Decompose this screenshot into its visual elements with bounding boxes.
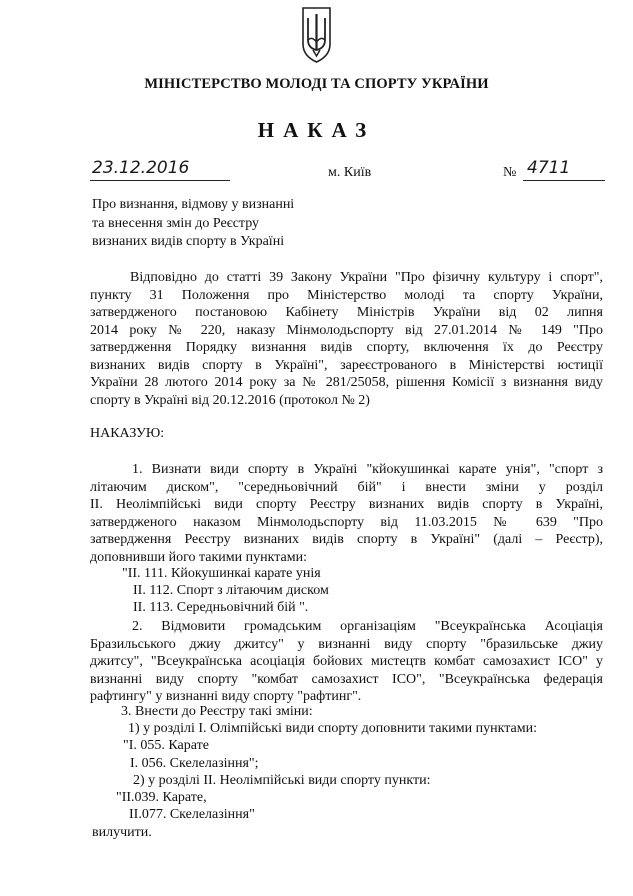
subject-line: Про визнання, відмову у визнанні — [92, 197, 295, 212]
item-1-line: ІІ. Неолімпійські види спорту Реєстру визнаних видів спорту в Україні, — [90, 497, 603, 512]
item-2-paragraph — [90, 618, 603, 706]
item-1-list-entry: ІІ. 112. Спорт з літаючим диском — [133, 583, 329, 598]
item-1-list-entry: "ІІ. 111. Кйокушинкаі карате унія — [122, 566, 321, 581]
item-2-line: джитсу", "Всеукраїнська асоціація бойових мистецтв комбат самозахист ІСО" у — [90, 654, 603, 669]
item-1-paragraph — [90, 461, 603, 566]
item-3-sub2-entry: "ІІ.039. Карате, — [116, 790, 207, 805]
item-1-line: затвердження Реєстру визнаних видів спорту в Україні" (далі – Реєстр), — [90, 532, 603, 547]
item-2-line: визнанні виду спорту "комбат самозахист ІСО", "Всеукраїнська федерація — [90, 671, 603, 687]
city-label: м. Київ — [328, 165, 372, 180]
item-2-line: рафтингу" у визнанні виду спорту "рафтинг". — [90, 689, 362, 704]
item-1-line: затвердженого наказом Мінмолодьспорту від 11.03.2015 № 639 "Про — [90, 514, 603, 530]
document-type-title: НАКАЗ — [257, 118, 376, 142]
preamble-line: 2014 року № 220, наказу Мінмолодьспорту від 27.01.2014 № 149 "Про — [90, 322, 603, 338]
item-3-intro: 3. Внести до Реєстру такі зміни: — [121, 704, 313, 719]
subject-line: визнаних видів спорту в Україні — [92, 234, 285, 249]
order-word: НАКАЗУЮ: — [90, 426, 165, 441]
preamble-line: Відповідно до статті 39 Закону України "Про фізичну культуру і спорт", — [130, 270, 603, 285]
order-subject — [92, 196, 294, 252]
order-number: 4711 — [523, 158, 605, 181]
item-3-sub1-entry: І. 056. Скелелазіння"; — [130, 756, 259, 771]
item-3-sub2: 2) у розділі ІІ. Неолімпійські види спорту пункти: — [133, 773, 431, 788]
item-3-sub1-entry: "І. 055. Карате — [123, 738, 209, 753]
preamble-line: України 28 лютого 2014 року за № 281/25058, рішення Комісії з визнання виду — [90, 375, 603, 390]
item-1-line: 1. Визнати види спорту в Україні "кйокушинкаі карате унія", "спорт з — [132, 462, 603, 477]
subject-line: та внесення змін до Реєстру — [92, 215, 260, 231]
preamble-line: спорту в Україні від 20.12.2016 (протокол № 2) — [90, 392, 370, 408]
preamble-line: визнаних видів спорту в Україні", зареєстрованого в Міністерстві юстиції — [90, 357, 603, 373]
item-1-line: доповнивши його такими пунктами: — [90, 549, 307, 565]
item-3-sub2-entry: ІІ.077. Скелелазіння" — [129, 807, 255, 822]
item-3-closing: вилучити. — [92, 825, 152, 840]
item-1-line: літаючим диском", "середньовічний бій" і внести зміни у розділ — [90, 479, 603, 495]
item-2-line: 2. Відмовити громадським організаціям "Всеукраїнська Асоціація — [132, 619, 603, 634]
item-3-sub1: 1) у розділі І. Олімпійські види спорту доповнити такими пунктами: — [128, 721, 537, 736]
preamble-line: пункту 31 Положення про Міністерство молоді та спорту України, — [90, 287, 603, 303]
preamble-line: затвердження Порядку визнання видів спорту, включення їх до Реєстру — [90, 340, 603, 355]
preamble-paragraph — [90, 269, 603, 409]
item-1-list-entry: ІІ. 113. Середньовічний бій ". — [133, 600, 309, 615]
ukraine-trident-icon — [300, 6, 333, 64]
ministry-title: МІНІСТЕРСТВО МОЛОДІ ТА СПОРТУ УКРАЇНИ — [144, 76, 489, 92]
preamble-line: затвердженого постановою Кабінету Міністрів України від 02 липня — [90, 305, 603, 320]
number-label: № — [503, 165, 517, 180]
order-date: 23.12.2016 — [90, 158, 230, 181]
item-2-line: Бразильського джиу джитсу" у визнанні виду спорту "бразильське джиу — [90, 636, 603, 652]
